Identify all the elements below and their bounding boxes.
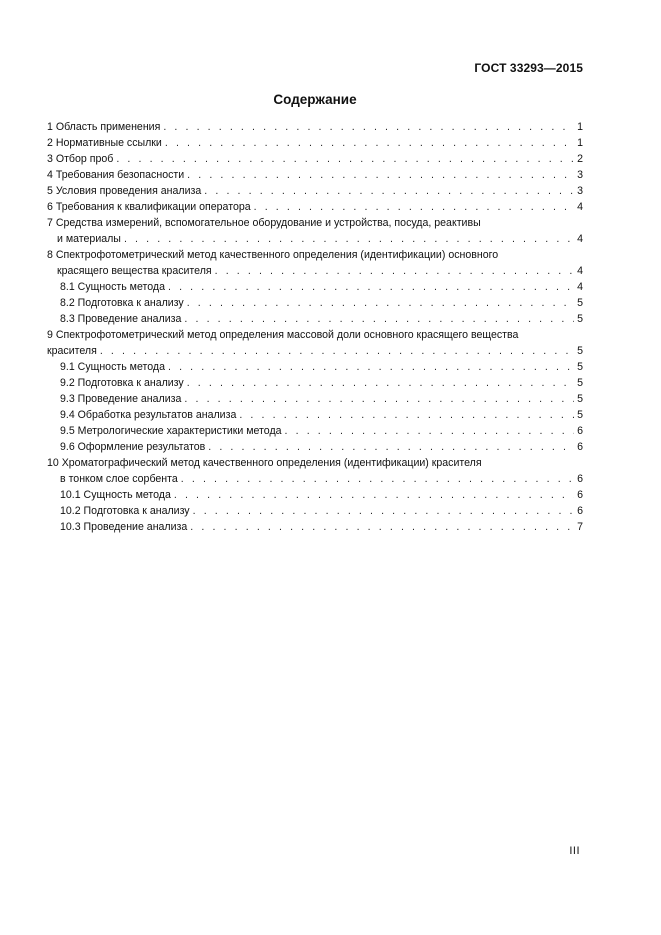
toc-page-number: 5 [577,409,583,421]
toc-leader-dots [193,503,574,519]
toc-entry-label: 6 Требования к квалификации оператора [47,201,251,213]
toc-entry-label: 9.3 Проведение анализа [60,393,182,405]
toc-leader-dots [187,295,574,311]
toc-page-number: 6 [577,505,583,517]
toc-leader-dots [208,439,574,455]
toc-page-number: 4 [577,281,583,293]
toc-entry-label: 9.1 Сущность метода [60,361,165,373]
toc-entry-label: 9.4 Обработка результатов анализа [60,409,237,421]
toc-leader-dots [285,423,574,439]
toc-entry-6[interactable] [47,199,583,215]
toc-leader-dots [184,391,574,407]
toc-page-number: 4 [577,201,583,213]
toc-page-number: 3 [577,169,583,181]
toc-leader-dots [163,119,574,135]
toc-entry-9-4[interactable] [47,407,583,423]
toc-leader-dots [168,279,574,295]
toc-entry-10-3[interactable] [47,519,583,535]
toc-page-number: 5 [577,361,583,373]
toc-entry-8-1[interactable] [47,279,583,295]
toc-page-number: 5 [577,393,583,405]
toc-page-number: 6 [577,425,583,437]
toc-entry-label: и материалы [57,233,121,245]
toc-entry-4[interactable] [47,167,583,183]
toc-entry-9-1[interactable] [47,359,583,375]
toc-entry-10[interactable] [47,471,583,487]
toc-leader-dots [190,519,574,535]
toc-leader-dots [187,375,574,391]
toc-entry-label: красящего вещества красителя [57,265,212,277]
toc-leader-dots [215,263,574,279]
toc-entry-label: 9.2 Подготовка к анализу [60,377,184,389]
toc-entry-9[interactable] [47,343,583,359]
toc-entry-9-2[interactable] [47,375,583,391]
toc-entry-7[interactable] [47,231,583,247]
toc-page-number: 4 [577,233,583,245]
toc-leader-dots [100,343,574,359]
toc-leader-dots [116,151,574,167]
toc-page-number: 6 [577,473,583,485]
toc-leader-dots [254,199,574,215]
toc-entry-label: красителя [47,345,97,357]
toc-entry-10-1[interactable] [47,487,583,503]
toc-entry-label: 10.1 Сущность метода [60,489,171,501]
toc-entry-9-6[interactable] [47,439,583,455]
toc-entry-8-2[interactable] [47,295,583,311]
page-title: Содержание [273,92,357,107]
toc-entry-label: 8.2 Подготовка к анализу [60,297,184,309]
toc-entry-label: 3 Отбор проб [47,153,114,165]
toc-entry-label: 10.3 Проведение анализа [60,521,188,533]
toc-leader-dots [181,471,574,487]
toc-leader-dots [204,183,574,199]
toc-page-number: 5 [577,313,583,325]
toc-entry-10-line1: 10 Хроматографический метод качественного определения (идентификации) красителя [47,457,482,469]
toc-leader-dots [239,407,574,423]
toc-entry-2[interactable] [47,135,583,151]
toc-entry-9-5[interactable] [47,423,583,439]
toc-entry-10-2[interactable] [47,503,583,519]
toc-entry-8-line1: 8 Спектрофотометрический метод качественного определения (идентификации) основного [47,249,499,261]
table-of-contents [47,119,583,535]
toc-page-number: 1 [577,121,583,133]
toc-entry-9-3[interactable] [47,391,583,407]
document-code: ГОСТ 33293—2015 [474,61,583,75]
toc-leader-dots [124,231,574,247]
toc-page-number: 2 [577,153,583,165]
toc-entry-label: 4 Требования безопасности [47,169,185,181]
toc-entry-5[interactable] [47,183,583,199]
toc-leader-dots [184,311,574,327]
toc-leader-dots [174,487,574,503]
page-number: III [569,845,580,857]
toc-entry-label: 8.1 Сущность метода [60,281,165,293]
toc-page-number: 4 [577,265,583,277]
toc-page-number: 3 [577,185,583,197]
toc-page-number: 1 [577,137,583,149]
toc-entry-label: 9.6 Оформление результатов [60,441,206,453]
toc-entry-8[interactable] [47,263,583,279]
toc-entry-label: 1 Область применения [47,121,161,133]
toc-entry-8-3[interactable] [47,311,583,327]
toc-entry-9-line1: 9 Спектрофотометрический метод определения массовой доли основного красящего вещества [47,329,519,341]
toc-entry-3[interactable] [47,151,583,167]
toc-entry-label: 8.3 Проведение анализа [60,313,182,325]
toc-leader-dots [187,167,574,183]
toc-leader-dots [168,359,574,375]
toc-entry-7-line1: 7 Средства измерений, вспомогательное оборудование и устройства, посуда, реактивы [47,217,481,229]
toc-page-number: 7 [577,521,583,533]
toc-page-number: 5 [577,297,583,309]
toc-page-number: 6 [577,441,583,453]
toc-entry-label: 2 Нормативные ссылки [47,137,162,149]
toc-entry-label: в тонком слое сорбента [60,473,178,485]
toc-entry-label: 9.5 Метрологические характеристики метода [60,425,282,437]
toc-entry-label: 5 Условия проведения анализа [47,185,202,197]
toc-leader-dots [165,135,574,151]
toc-entry-label: 10.2 Подготовка к анализу [60,505,190,517]
toc-page-number: 5 [577,345,583,357]
toc-entry-1[interactable] [47,119,583,135]
toc-page-number: 5 [577,377,583,389]
toc-page-number: 6 [577,489,583,501]
